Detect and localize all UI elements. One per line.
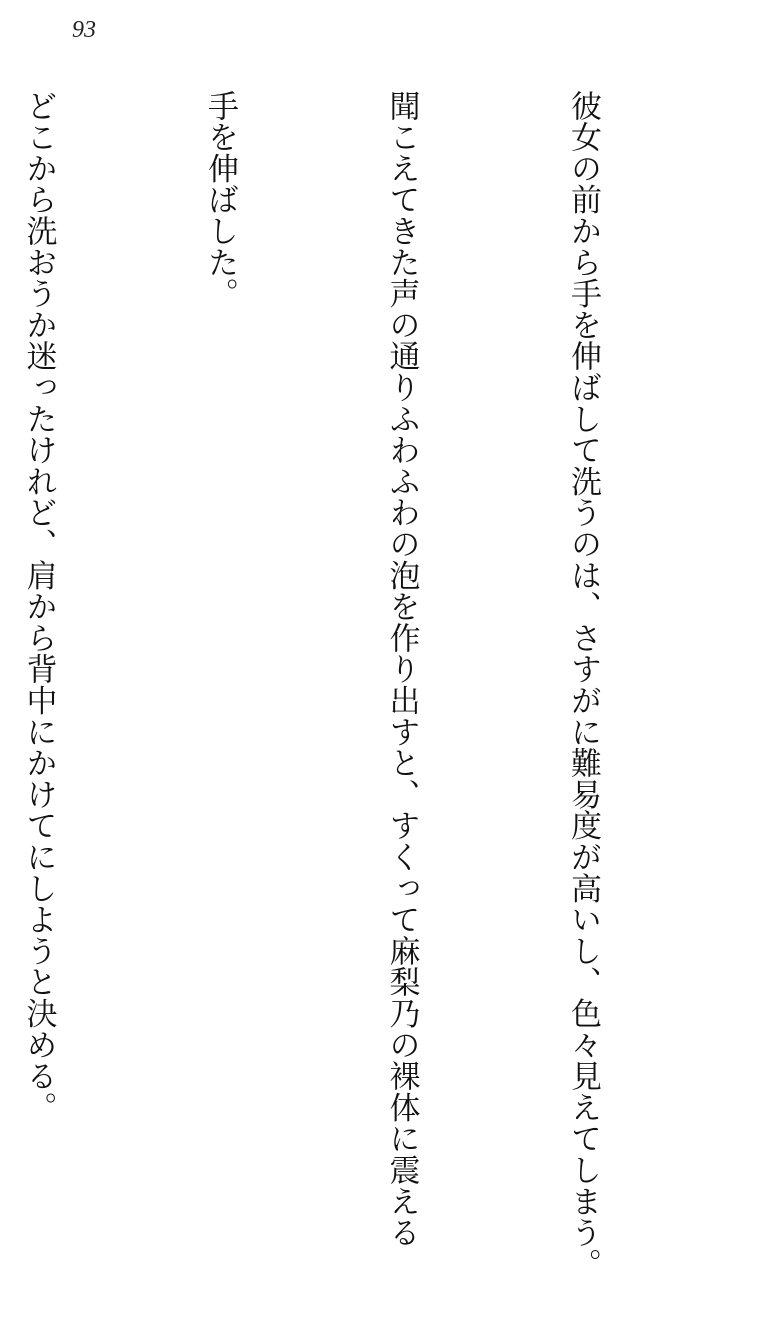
text-line: 彼女の前から手を伸ばして洗うのは、さすがに難易度が高いし、色々見えてしまう。 — [565, 90, 601, 1280]
page-number: 93 — [72, 17, 96, 43]
text-line: 手を伸ばした。 — [202, 90, 238, 310]
vertical-text-body — [20, 90, 734, 1280]
text-line: どこから洗おうか迷ったけれど、肩から背中にかけてにしようと決める。 — [20, 90, 57, 1123]
text-line: 聞こえてきた声の通りふわふわの泡を作り出すと、すくって麻梨乃の裸体に震える — [383, 90, 420, 1249]
